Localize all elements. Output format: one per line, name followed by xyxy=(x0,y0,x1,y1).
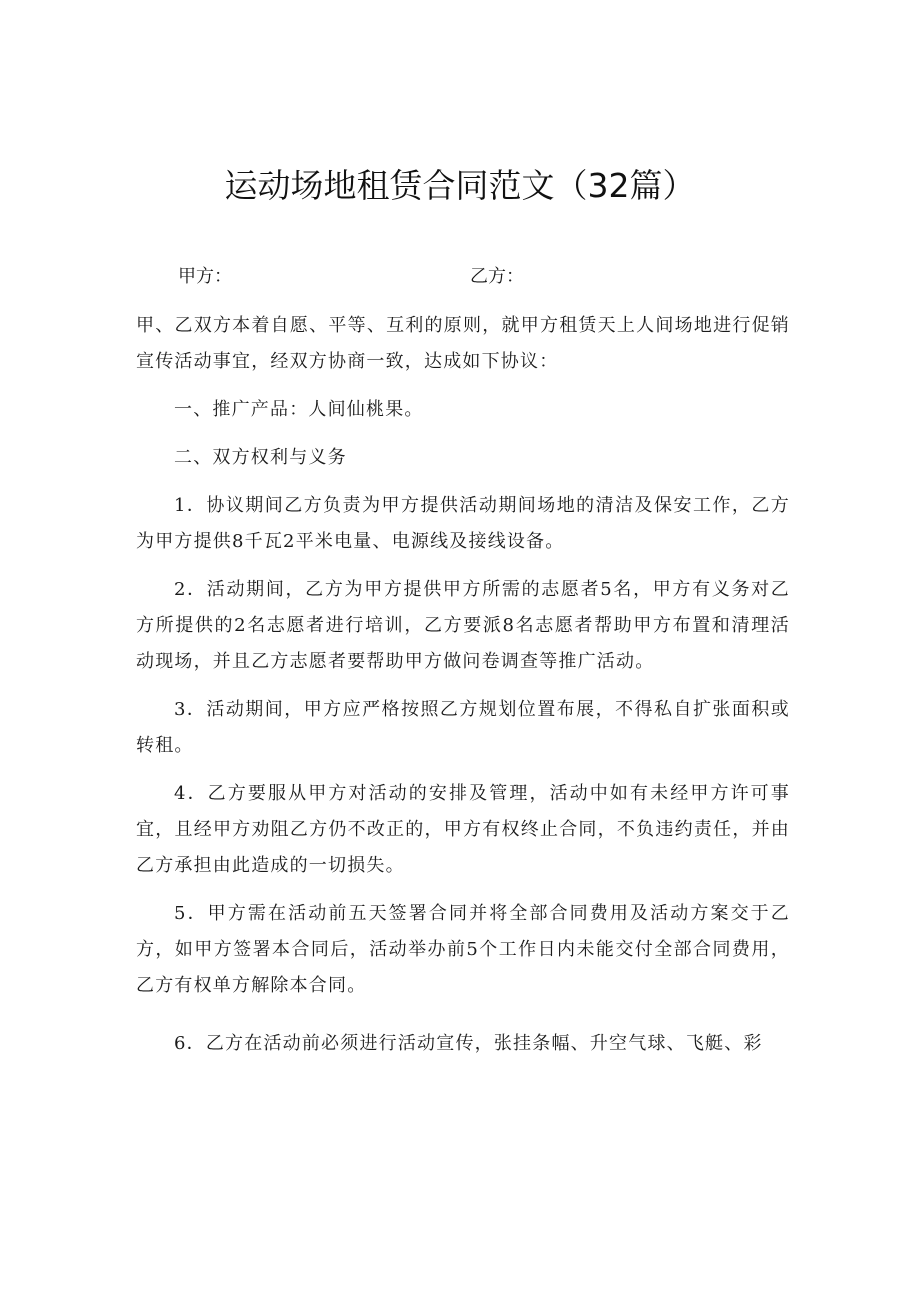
document-title: 运动场地租赁合同范文（32篇） xyxy=(224,166,696,205)
clause-3: 3．活动期间，甲方应严格按照乙方规划位置布展，不得私自扩张面积或转租。 xyxy=(136,699,790,756)
clause-2: 2．活动期间，乙方为甲方提供甲方所需的志愿者5名，甲方有义务对乙方所提供的2名志愿者进行培训，乙方要派8名志愿者帮助甲方布置和清理活动现场，并且乙方志愿者要帮助甲方做问卷调查等推广活动。 xyxy=(136,579,790,672)
parties-line xyxy=(178,262,798,292)
section-rights-heading: 二、双方权利与义务 xyxy=(174,447,347,468)
clause-4: 4．乙方要服从甲方对活动的安排及管理，活动中如有未经甲方许可事宜，且经甲方劝阻乙方仍不改正的，甲方有权终止合同，不负违约责任，并由乙方承担由此造成的一切损失。 xyxy=(136,783,790,876)
clause-5: 5．甲方需在活动前五天签署合同并将全部合同费用及活动方案交于乙方，如甲方签署本合同后，活动举办前5个工作日内未能交付全部合同费用，乙方有权单方解除本合同。 xyxy=(136,903,790,996)
party-a-label: 甲方： xyxy=(178,266,232,287)
section-product: 一、推广产品：人间仙桃果。 xyxy=(174,399,424,420)
intro-paragraph: 甲、乙双方本着自愿、平等、互利的原则，就甲方租赁天上人间场地进行促销宣传活动事宜，经双方协商一致，达成如下协议： xyxy=(136,315,790,372)
party-b-label: 乙方： xyxy=(470,266,524,287)
contract-body xyxy=(136,308,790,1074)
clause-6: 6．乙方在活动前必须进行活动宣传，张挂条幅、升空气球、飞艇、彩 xyxy=(174,1033,763,1054)
clause-1: 1．协议期间乙方负责为甲方提供活动期间场地的清洁及保安工作，乙方为甲方提供8千瓦2平米电量、电源线及接线设备。 xyxy=(136,495,790,552)
